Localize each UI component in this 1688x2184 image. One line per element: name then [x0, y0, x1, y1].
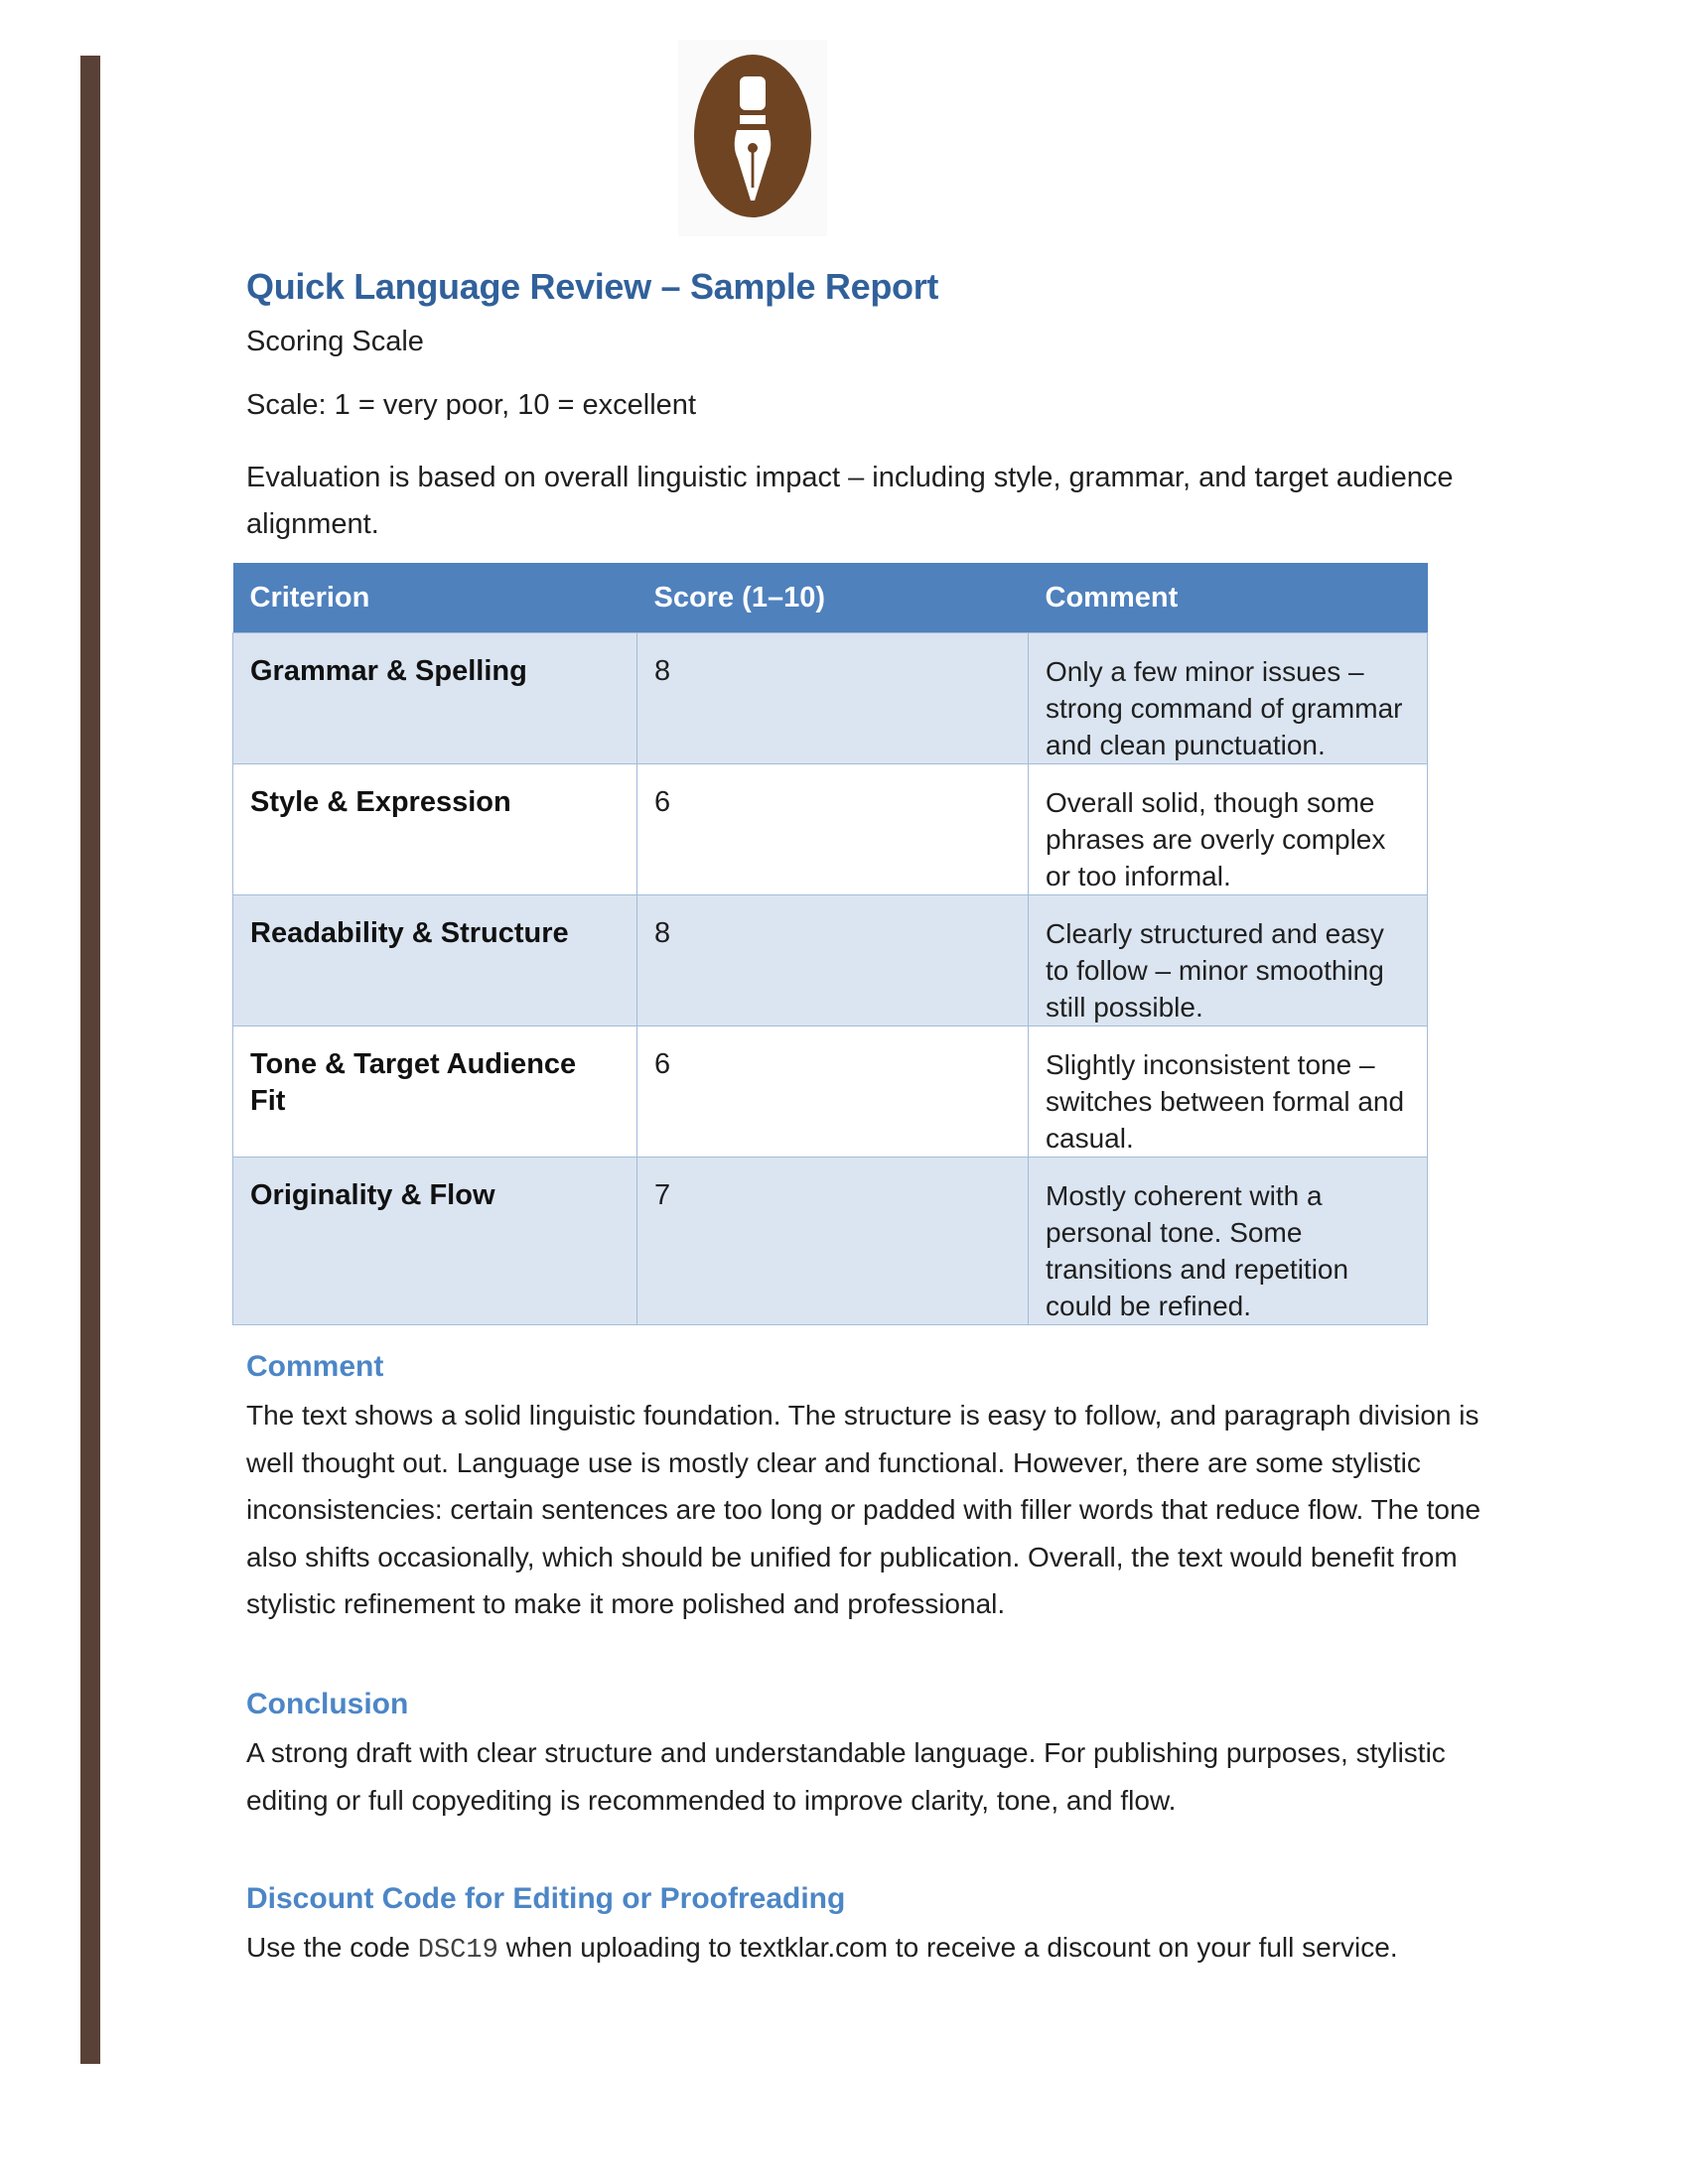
comment-cell: Mostly coherent with a personal tone. Some transitions and repetition could be refined.	[1029, 1158, 1428, 1325]
evaluation-intro: Evaluation is based on overall linguistic impact – including style, grammar, and target audience alignment.	[246, 462, 1454, 540]
page-title: Quick Language Review – Sample Report	[246, 266, 939, 307]
score-cell: 6	[637, 1026, 1029, 1158]
comment-cell: Clearly structured and easy to follow – minor smoothing still possible.	[1029, 895, 1428, 1026]
criterion-cell: Grammar & Spelling	[233, 633, 637, 764]
discount-section-heading: Discount Code for Editing or Proofreading	[246, 1882, 846, 1915]
discount-section-body	[246, 1924, 1485, 1976]
conclusion-section-body: A strong draft with clear structure and understandable language. For publishing purposes, stylistic editing or full copyediting is recommended to improve clarity, tone, and flow.	[246, 1737, 1446, 1816]
comment-section-body: The text shows a solid linguistic foundation. The structure is easy to follow, and paragraph division is well thought out. Language use is mostly clear and functional. However, there are some stylistic inconsistencies: certain sentences are too long or padded with filler words that reduce flow. The tone also shifts occasionally, which should be unified for publication. Overall, the text would benefit from stylistic refinement to make it more polished and professional.	[246, 1400, 1481, 1619]
subtitle-scoring-scale: Scoring Scale	[246, 326, 424, 357]
criterion-cell: Tone & Target Audience Fit	[233, 1026, 637, 1158]
table-header-row	[233, 563, 1428, 633]
logo	[678, 40, 827, 236]
left-accent-bar	[80, 56, 100, 2064]
comment-cell: Slightly inconsistent tone – switches between formal and casual.	[1029, 1026, 1428, 1158]
pen-nib-icon	[694, 55, 811, 222]
discount-text-suffix: when uploading to textklar.com to receive a discount on your full service.	[497, 1932, 1398, 1963]
table-row	[233, 764, 1428, 895]
criterion-cell: Style & Expression	[233, 764, 637, 895]
discount-text-prefix: Use the code	[246, 1932, 418, 1963]
comment-section-heading: Comment	[246, 1350, 384, 1383]
criterion-cell: Readability & Structure	[233, 895, 637, 1026]
comment-cell: Overall solid, though some phrases are overly complex or too informal.	[1029, 764, 1428, 895]
score-cell: 7	[637, 1158, 1029, 1325]
header-cell-criterion: Criterion	[233, 563, 637, 633]
discount-code: DSC19	[417, 1936, 498, 1966]
header-cell-comment: Comment	[1029, 563, 1428, 633]
score-cell: 6	[637, 764, 1029, 895]
score-cell: 8	[637, 633, 1029, 764]
table-row	[233, 633, 1428, 764]
conclusion-section-heading: Conclusion	[246, 1688, 409, 1720]
score-table	[232, 563, 1428, 1325]
scale-description: Scale: 1 = very poor, 10 = excellent	[246, 389, 696, 421]
criterion-cell: Originality & Flow	[233, 1158, 637, 1325]
table-row	[233, 1026, 1428, 1158]
table-row	[233, 895, 1428, 1026]
table-row	[233, 1158, 1428, 1325]
score-cell: 8	[637, 895, 1029, 1026]
comment-cell: Only a few minor issues – strong command of grammar and clean punctuation.	[1029, 633, 1428, 764]
header-cell-score: Score (1–10)	[637, 563, 1029, 633]
